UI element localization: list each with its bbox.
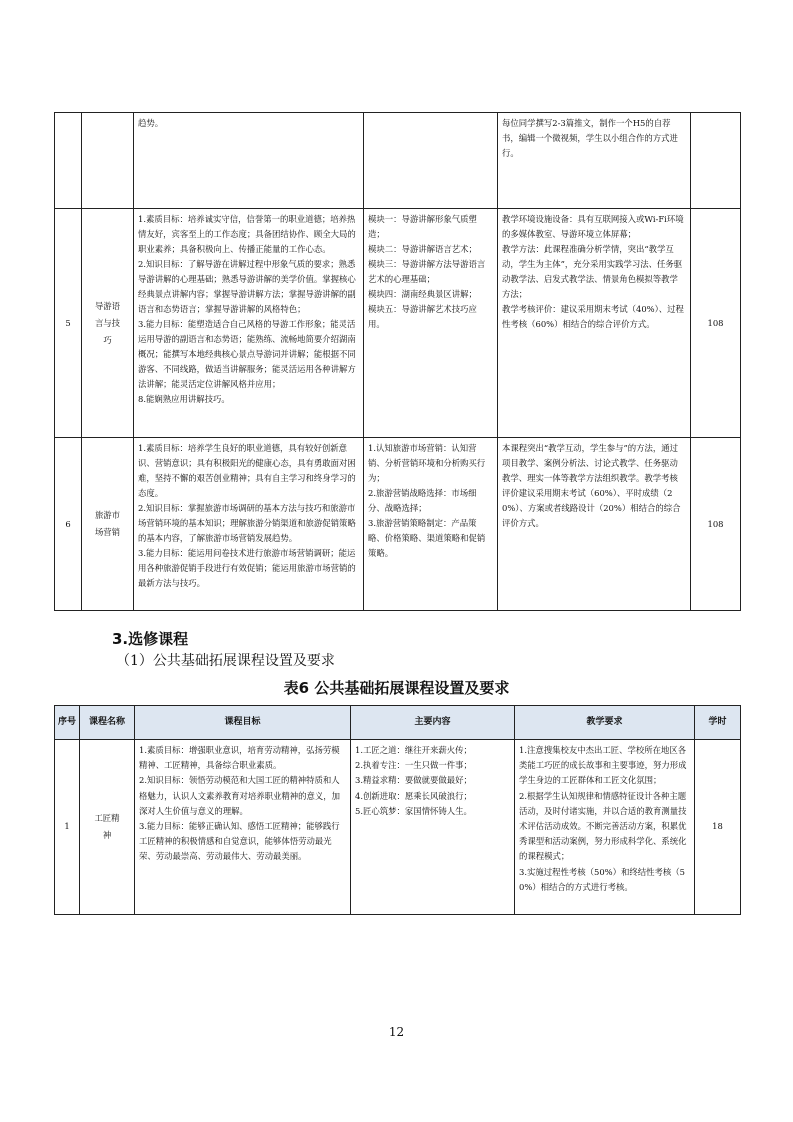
- goal-text: 1.素质目标：增强职业意识，培育劳动精神，弘扬劳模精神、工匠精神，具备综合职业素质。: [139, 745, 340, 771]
- goal-text: 趋势。: [138, 118, 164, 128]
- table-row: [55, 209, 741, 438]
- content-item: 模块三：导游讲解方法导游语言艺术的心理基础；: [368, 259, 486, 284]
- row-number: 1: [55, 740, 80, 915]
- header-name: 课程名称: [80, 706, 135, 740]
- course-name: [82, 113, 134, 209]
- course-hours: 108: [691, 438, 741, 611]
- table-header-row: [55, 706, 741, 740]
- course-hours: [691, 113, 741, 209]
- course-name: 旅游市场营销: [82, 438, 134, 611]
- course-goals: [134, 113, 364, 209]
- table-caption: 表6 公共基础拓展课程设置及要求: [283, 679, 510, 697]
- goal-text: 3.能力目标：能塑造适合自己风格的导游工作形象；能灵活运用导游的副语言和态势语；能熟练、流畅地简要介绍湖南概况；能撰写本地经典核心景点导游词并讲解；能根据不同游客、不同线路，做适当讲解服务；能灵活运用各种讲解方法讲解；能灵活定位讲解风格并应用；: [138, 319, 356, 389]
- goal-text: 2.知识目标：领悟劳动模范和大国工匠的精神特质和人格魅力，认识人文素养教育对培养职业精神的意义，加深对人生价值与意义的理解。: [139, 775, 340, 816]
- requirement-text: 教学方法：此课程准确分析学情，突出“教学互动，学生为主体”，充分采用实践学习法、任务驱动教学法、启发式教学法、情景角色模拟等教学方法；: [502, 244, 683, 299]
- goal-text: 8.能娴熟应用讲解技巧。: [138, 394, 230, 404]
- content-item: 2.执着专注：一生只做一件事；: [355, 760, 472, 771]
- goal-text: 1.素质目标：培养诚实守信，信誉第一的职业道德；培养热情友好，宾客至上的工作态度；具备团结协作、顾全大局的职业素养；具备积极向上、传播正能量的工作心态。: [138, 214, 356, 254]
- table-row: [55, 740, 741, 915]
- subsection-title: （1）公共基础拓展课程设置及要求: [116, 653, 335, 669]
- goal-text: 2.知识目标：了解导游在讲解过程中形象气质的要求；熟悉导游讲解的心理基础；熟悉导游讲解的美学价值。掌握核心经典景点讲解内容；掌握导游讲解方法；掌握导游讲解的副语言和态势语言；掌握导游讲解的风格特色；: [138, 259, 356, 314]
- course-content: [364, 438, 498, 611]
- course-name: 工匠精神: [80, 740, 135, 915]
- content-item: 模块一：导游讲解形象气质塑造；: [368, 214, 477, 239]
- table-row: [55, 113, 741, 209]
- header-goals: 课程目标: [135, 706, 351, 740]
- content-item: 模块二：导游讲解语言艺术；: [368, 244, 477, 254]
- row-number: [55, 113, 82, 209]
- row-number: 6: [55, 438, 82, 611]
- page-number: 12: [388, 1025, 405, 1039]
- content-item: 2.旅游营销战略选择：市场细分、战略选择；: [368, 488, 477, 513]
- teaching-requirements: [515, 740, 695, 915]
- course-content: [351, 740, 515, 915]
- course-table-continued: [54, 112, 741, 611]
- content-item: 模块五：导游讲解艺术技巧应用。: [368, 304, 477, 329]
- course-content: [364, 113, 498, 209]
- course-goals: [134, 209, 364, 438]
- course-goals: [135, 740, 351, 915]
- content-item: 模块四：湖南经典景区讲解；: [368, 289, 477, 299]
- header-requirements: 教学要求: [515, 706, 695, 740]
- course-hours: 18: [695, 740, 741, 915]
- header-content: 主要内容: [351, 706, 515, 740]
- goal-text: 3.能力目标：能运用问卷技术进行旅游市场营销调研；能运用各种旅游促销手段进行有效促销；能运用旅游市场营销的最新方法与技巧。: [138, 548, 356, 588]
- requirement-text: 3.实施过程性考核（50%）和终结性考核（50%）相结合的方式进行考核。: [519, 866, 685, 892]
- course-name: 导游语言与技巧: [82, 209, 134, 438]
- requirement-text: 教学考核评价：建议采用期末考试（40%）、过程性考核（60%）相结合的综合评价方式。: [502, 304, 684, 329]
- section-title: 3.选修课程: [112, 630, 189, 648]
- teaching-requirements: [498, 113, 691, 209]
- requirement-text: 教学环境设施设备：具有互联网接入或Wi-Fi环境的多媒体教室、导游环境立体屏幕；: [502, 214, 684, 239]
- content-item: 3.旅游营销策略制定：产品策略、价格策略、渠道策略和促销策略。: [368, 518, 486, 558]
- table-row: [55, 438, 741, 611]
- goal-text: 2.知识目标：掌握旅游市场调研的基本方法与技巧和旅游市场营销环境的基本知识；理解旅游分销渠道和旅游促销策略的基本内容，了解旅游市场营销发展趋势。: [138, 503, 356, 543]
- elective-course-table: [54, 705, 741, 915]
- content-item: 5.匠心筑梦：家国情怀铸人生。: [355, 805, 472, 816]
- teaching-requirements: [498, 438, 691, 611]
- goal-text: 1.素质目标：培养学生良好的职业道德，具有较好创新意识、营销意识；具有积极阳光的健康心态，具有勇敢面对困难，坚持不懈的艰苦创业精神；具有自主学习和终身学习的态度。: [138, 443, 356, 498]
- requirement-text: 2.根据学生认知规律和情感特征设计各种主题活动，及时付诸实施，并以合适的教育测量技术评估活动成效。不断完善活动方案，积累优秀课型和活动案例，努力形成科学化、系统化的课程模式；: [519, 790, 687, 862]
- requirement-text: 1.注意搜集校友中杰出工匠、学校所在地区各类能工巧匠的成长故事和主要事迹，努力形成学生身边的工匠群体和工匠文化氛围；: [519, 745, 687, 786]
- requirement-text: 本课程突出“教学互动，学生参与”的方法，通过项目教学、案例分析法、讨论式教学、任务驱动教学、理实一体等教学方法组织教学。教学考核评价建议采用期末考试（60%）、平时成绩（20%）、方案或者线路设计（20%）相结合的综合评价方式。: [502, 443, 681, 528]
- goal-text: 3.能力目标：能够正确认知、感悟工匠精神；能够践行工匠精神的积极情感和自觉意识，能够体悟劳动最光荣、劳动最崇高、劳动最伟大、劳动最美丽。: [139, 821, 340, 862]
- content-item: 3.精益求精：要做就要做最好；: [355, 775, 472, 786]
- course-hours: 108: [691, 209, 741, 438]
- content-item: 1.工匠之道：继往开来薪火传；: [355, 745, 472, 755]
- course-goals: [134, 438, 364, 611]
- content-item: 1.认知旅游市场营销：认知营销、分析营销环境和分析购买行为；: [368, 443, 486, 483]
- header-no: 序号: [55, 706, 80, 740]
- content-item: 4.创新进取：愿乘长风破浪行；: [355, 790, 472, 801]
- row-number: 5: [55, 209, 82, 438]
- header-hours: 学时: [695, 706, 741, 740]
- requirement-text: 每位同学撰写2-3篇推文，制作一个H5的自荐书，编辑一个微视频，学生以小组合作的方式进行。: [502, 118, 678, 158]
- course-content: [364, 209, 498, 438]
- teaching-requirements: [498, 209, 691, 438]
